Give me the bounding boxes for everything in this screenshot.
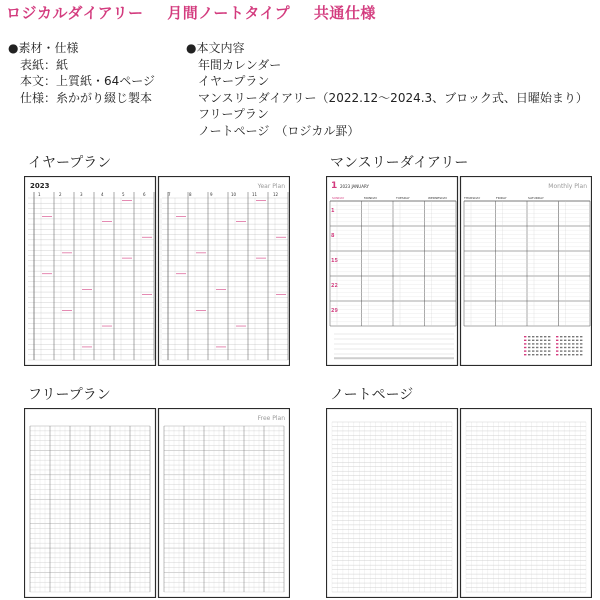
mini-calendar-day (580, 350, 582, 351)
mini-calendar-day (536, 343, 538, 344)
spec-binding: 仕様：糸かがり綴じ製本 (20, 90, 153, 105)
mini-calendar-day (548, 347, 550, 348)
mini-calendar-day (548, 343, 550, 344)
page-title (6, 2, 394, 23)
monthly-month-title: 2023 JANUARY (340, 184, 369, 189)
spec-materials (8, 40, 155, 106)
year-month-label: 1 (38, 192, 41, 197)
mini-calendar-day (560, 340, 562, 341)
mini-calendar-day (580, 347, 582, 348)
mini-calendar-day (560, 350, 562, 351)
monthly-svg (326, 176, 592, 366)
year-plan-year: 2023 (30, 182, 50, 190)
note-page-svg (326, 408, 592, 598)
mini-calendar-day (548, 354, 550, 355)
mini-calendar-day (540, 340, 542, 341)
sunday-date: 29 (331, 308, 338, 314)
mini-calendar-day (576, 347, 578, 348)
year-month-label: 7 (168, 192, 171, 197)
mini-calendar-day (564, 347, 566, 348)
section-label-year-plan: イヤープラン (28, 155, 112, 171)
mini-calendar-day (524, 350, 526, 351)
year-month-label: 11 (252, 192, 258, 197)
mini-calendar-day (556, 350, 558, 351)
mini-calendar-day (576, 340, 578, 341)
content-year-plan: イヤープラン (198, 74, 270, 88)
mini-calendar-day (528, 350, 530, 351)
mini-calendar-day (572, 354, 574, 355)
year-right-page (159, 177, 290, 366)
mini-calendar-day (532, 336, 534, 337)
mini-calendar-day (572, 347, 574, 348)
content-monthly-diary: マンスリーダイアリー（2022.12～2024.3、ブロック式、日曜始まり） (198, 90, 588, 105)
mini-calendar-day (564, 340, 566, 341)
mini-calendar-day (524, 340, 526, 341)
day-header-saturday: SATURDAY (528, 196, 544, 200)
note-page-grid (332, 422, 586, 592)
year-left-page (25, 177, 156, 366)
sunday-date: 15 (331, 258, 338, 264)
year-plan-title: Year Plan (257, 183, 285, 190)
mini-calendar-day (548, 340, 550, 341)
mini-calendar-day (568, 343, 570, 344)
year-plan-svg (24, 176, 290, 366)
mini-calendar-day (568, 347, 570, 348)
mini-calendar-day (556, 347, 558, 348)
section-label-free-plan: フリープラン (28, 387, 111, 403)
mini-calendar-day (572, 350, 574, 351)
mini-calendar-day (532, 350, 534, 351)
mini-calendar-day (564, 350, 566, 351)
year-month-label: 3 (80, 192, 83, 197)
content-annual-calendar: 年間カレンダー (198, 57, 282, 72)
mini-calendar-day (532, 347, 534, 348)
mini-calendar-day (548, 336, 550, 337)
mini-calendar-day (544, 336, 546, 337)
mini-calendar-day (568, 340, 570, 341)
mini-calendar-day (524, 347, 526, 348)
mini-calendar-day (540, 347, 542, 348)
section-label-monthly-diary: マンスリーダイアリー (330, 155, 469, 171)
sunday-date: 22 (331, 283, 338, 289)
mini-calendar-day (548, 350, 550, 351)
free-plan-spread (24, 408, 290, 598)
mini-calendar-day (528, 336, 530, 337)
mini-calendar-day (556, 340, 558, 341)
free-plan-svg (24, 408, 290, 598)
mini-calendar-day (572, 340, 574, 341)
mini-calendar-day (556, 354, 558, 355)
mini-calendar-day (580, 340, 582, 341)
year-month-label: 8 (189, 192, 192, 197)
mini-calendar-day (580, 354, 582, 355)
mini-calendar-day (536, 340, 538, 341)
mini-calendar-day (580, 336, 582, 337)
mini-calendar-day (536, 336, 538, 337)
mini-calendar-day (532, 343, 534, 344)
day-header-monday: MONDAY (364, 196, 378, 200)
mini-calendar-day (572, 343, 574, 344)
mini-calendar-day (560, 347, 562, 348)
mini-calendar-day (528, 340, 530, 341)
year-month-label: 6 (143, 192, 146, 197)
mini-calendar-day (536, 350, 538, 351)
day-header-thursday: THURSDAY (464, 196, 481, 200)
year-plan-spread (24, 176, 290, 366)
sunday-date: 8 (331, 233, 335, 239)
mini-calendar-day (536, 354, 538, 355)
mini-calendar-day (540, 350, 542, 351)
mini-calendar-day (572, 336, 574, 337)
content-free-plan: フリープラン (198, 107, 269, 121)
day-header-tuesday: TUESDAY (396, 196, 410, 200)
mini-calendar-day (528, 354, 530, 355)
mini-calendar-day (536, 347, 538, 348)
mini-calendar-day (560, 336, 562, 337)
mini-calendar-day (540, 336, 542, 337)
mini-calendar-day (576, 350, 578, 351)
mini-calendar-day (564, 354, 566, 355)
mini-calendar-day (544, 354, 546, 355)
monthly-spread (326, 176, 592, 366)
free-plan-title: Free Plan (257, 415, 285, 422)
mini-calendar-day (564, 336, 566, 337)
mini-calendar-day (524, 336, 526, 337)
mini-calendar-day (532, 354, 534, 355)
year-month-label: 9 (210, 192, 213, 197)
mini-calendar-day (576, 336, 578, 337)
monthly-page-title: Monthly Plan (548, 183, 587, 190)
mini-calendar-day (580, 343, 582, 344)
mini-calendar-day (524, 354, 526, 355)
monthly-month-number: 1 (331, 181, 338, 191)
mini-calendar-day (532, 340, 534, 341)
spec-body: 本文：上質紙・64ページ (20, 74, 156, 88)
mini-calendar-day (556, 343, 558, 344)
monthly-left-page (327, 177, 458, 366)
title-part-common: 共通仕様 (313, 4, 376, 22)
day-header-wednesday: WEDNESDAY (428, 196, 448, 200)
mini-calendar-day (560, 343, 562, 344)
spec-contents (186, 40, 588, 139)
day-header-friday: FRIDAY (496, 196, 507, 200)
mini-calendar-day (560, 354, 562, 355)
mini-calendar-day (544, 350, 546, 351)
mini-calendar-day (556, 336, 558, 337)
spec-contents-heading: ●本文内容 (186, 41, 245, 55)
content-note-page: ノートページ （ロジカル罫） (198, 123, 360, 138)
section-label-note-page: ノートページ (330, 387, 414, 403)
mini-calendar-day (540, 343, 542, 344)
mini-calendar-day (568, 350, 570, 351)
mini-calendar-day (544, 343, 546, 344)
mini-calendar-day (576, 343, 578, 344)
year-month-label: 2 (59, 192, 62, 197)
mini-calendar-day (524, 343, 526, 344)
mini-calendar-day (568, 336, 570, 337)
mini-calendar-day (528, 343, 530, 344)
year-month-label: 5 (122, 192, 125, 197)
spec-materials-heading: ●素材・仕様 (8, 41, 79, 55)
sunday-date: 1 (331, 208, 335, 214)
year-month-label: 4 (101, 192, 104, 197)
mini-calendar-day (544, 347, 546, 348)
mini-calendar-day (528, 347, 530, 348)
year-month-label: 12 (273, 192, 279, 197)
day-header-sunday: SUNDAY (332, 196, 345, 200)
mini-calendar-day (544, 340, 546, 341)
title-part-type: 月間ノートタイプ (167, 4, 291, 22)
mini-calendar-day (564, 343, 566, 344)
mini-calendar-day (576, 354, 578, 355)
mini-calendar-day (540, 354, 542, 355)
spec-cover: 表紙：紙 (20, 57, 69, 72)
note-page-spread (326, 408, 592, 598)
title-part-product: ロジカルダイアリー (6, 4, 144, 22)
mini-calendar-day (568, 354, 570, 355)
year-month-label: 10 (231, 192, 237, 197)
